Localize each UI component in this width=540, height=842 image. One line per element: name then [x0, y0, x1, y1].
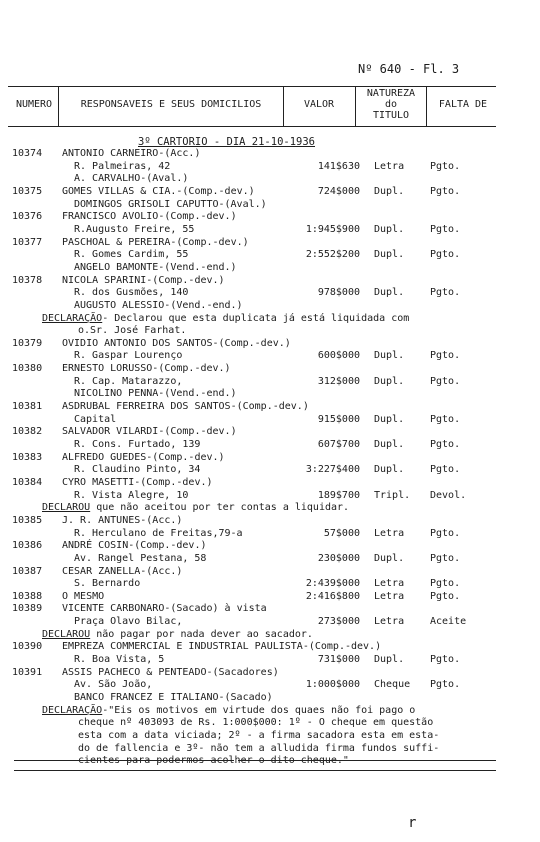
- entry-value: 57$000: [323, 527, 360, 539]
- entry-detail: R. Vista Alegre, 10: [74, 489, 189, 501]
- entry-value: 724$000: [317, 185, 360, 197]
- entry-value: 607$700: [317, 438, 360, 450]
- ledger-row: [0, 490, 540, 502]
- ledger-row: [0, 591, 540, 603]
- entry-value: 600$000: [317, 350, 360, 362]
- entry-detail: R. Herculano de Freitas,79-a: [74, 527, 243, 539]
- col-header-falta: FALTA DE: [438, 99, 488, 110]
- entry-detail: AUGUSTO ALESSIO-(Vend.-end.): [74, 299, 243, 311]
- responsible-party: VICENTE CARBONARO-(Sacado) à vista: [62, 603, 267, 615]
- ledger-row: [0, 173, 540, 185]
- responsible-party: ALFREDO GUEDES-(Comp.-dev.): [62, 451, 225, 463]
- ledger-row: [0, 566, 540, 578]
- ledger-row: [0, 237, 540, 249]
- entry-number: 10381: [12, 401, 43, 412]
- ledger-row: [0, 641, 540, 653]
- entry-detail: Praça Olavo Bilac,: [74, 616, 183, 627]
- entry-reason: Pgto.: [430, 679, 461, 691]
- entry-detail: R. Gaspar Lourenço: [74, 350, 183, 362]
- entry-detail: S. Bernardo: [74, 578, 141, 590]
- entry-reason: Pgto.: [430, 350, 461, 362]
- entry-detail: esta com a data viciada; 2º - a firma sacadora esta em esta-: [78, 729, 440, 741]
- entry-detail: cheque nº 403093 de Rs. 1:000$000: 1º - O cheque em questão: [78, 717, 434, 729]
- responsible-party: FRANCISCO AVOLIO-(Comp.-dev.): [62, 211, 237, 223]
- entry-detail: R. dos Gusmões, 140: [74, 287, 189, 299]
- entry-reason: Pgto.: [430, 413, 461, 425]
- responsible-party: J. R. ANTUNES-(Acc.): [62, 514, 183, 526]
- ledger-row: [0, 287, 540, 299]
- responsible-party: ANTONIO CARNEIRO-(Acc.): [62, 148, 201, 159]
- responsible-party: NICOLA SPARINI-(Comp.-dev.): [62, 274, 225, 286]
- col-header-valor: VALOR: [303, 99, 335, 110]
- responsible-party: EMPREZA COMMERCIAL E INDUSTRIAL PAULISTA-(Comp.-dev.): [62, 641, 382, 653]
- ledger-row: [0, 553, 540, 565]
- entry-title-type: Dupl.: [374, 413, 405, 425]
- responsible-party: OVIDIO ANTONIO DOS SANTOS-(Comp.-dev.): [62, 337, 291, 349]
- entry-detail: BANCO FRANCEZ E ITALIANO-(Sacado): [74, 692, 273, 703]
- ledger-row: [0, 477, 540, 489]
- declaration-body: -"Eis os motivos em virtude dos quaes não foi pago o: [102, 704, 416, 716]
- entry-reason: Pgto.: [430, 590, 461, 602]
- entry-title-type: Dupl.: [374, 249, 405, 261]
- entry-reason: Pgto.: [430, 249, 461, 261]
- ledger-row: [0, 629, 540, 641]
- entry-reason: Pgto.: [430, 375, 461, 387]
- entry-detail: R.Augusto Freire, 55: [74, 223, 195, 235]
- responsible-party: ANDRÉ COSIN-(Comp.-dev.): [62, 540, 207, 552]
- entry-value: 189$700: [317, 489, 360, 501]
- entry-reason: Pgto.: [430, 160, 461, 172]
- column-divider: [283, 86, 284, 126]
- col-header-responsaveis: RESPONSAVEIS E SEUS DOMICILIOS: [80, 99, 262, 110]
- entry-reason: Pgto.: [430, 223, 461, 235]
- entry-number: 10387: [12, 565, 43, 577]
- ledger-row: [0, 300, 540, 312]
- ledger-row: [0, 376, 540, 388]
- ledger-row: [0, 515, 540, 527]
- entry-number: 10383: [12, 451, 43, 463]
- entry-detail: R. Claudino Pinto, 34: [74, 464, 201, 476]
- entry-title-type: Letra: [374, 160, 405, 172]
- entry-detail: A. CARVALHO-(Aval.): [74, 173, 189, 185]
- responsible-party: ERNESTO LORUSSO-(Comp.-dev.): [62, 363, 231, 375]
- entry-title-type: Letra: [374, 590, 405, 602]
- entry-detail: Capital: [74, 413, 117, 425]
- ledger-row: [0, 186, 540, 198]
- entry-value: 978$000: [317, 287, 360, 299]
- footer-rule: [238, 760, 496, 761]
- ledger-row: [0, 452, 540, 464]
- ledger-row: [0, 161, 540, 173]
- entry-title-type: Dupl.: [374, 350, 405, 362]
- entry-title-type: Letra: [374, 616, 405, 627]
- ledger-row: [0, 464, 540, 476]
- entry-value: 1:945$900: [305, 223, 360, 235]
- entry-title-type: Dupl.: [374, 438, 405, 450]
- ledger-row: [0, 414, 540, 426]
- entry-title-type: Dupl.: [374, 552, 405, 564]
- entry-number: 10380: [12, 363, 43, 375]
- ledger-row: [0, 616, 540, 628]
- entry-reason: Pgto.: [430, 527, 461, 539]
- entry-number: 10382: [12, 426, 43, 438]
- entry-number: 10388: [12, 590, 43, 602]
- col-header-natureza: [356, 88, 426, 121]
- handwritten-mark: r: [408, 815, 417, 831]
- entry-detail: R. Boa Vista, 5: [74, 654, 165, 665]
- entry-detail: Av. Rangel Pestana, 58: [74, 552, 207, 564]
- header-top-rule: [8, 86, 496, 87]
- entry-detail: o.Sr. José Farhat.: [78, 325, 187, 337]
- ledger-row: [0, 528, 540, 540]
- declaration-body: - Declarou que esta duplicata já está liquidada com: [102, 312, 410, 324]
- ledger-row: [0, 426, 540, 438]
- entry-detail: cientes para podermos acolher o dito cheque.": [78, 755, 349, 767]
- ledger-row: [0, 313, 540, 325]
- entry-detail: R. Gomes Cardim, 55: [74, 249, 189, 261]
- ledger-row: [0, 540, 540, 552]
- entry-value: 1:000$000: [305, 679, 360, 691]
- declaration-text: [42, 629, 313, 641]
- entry-detail: R. Cap. Matarazzo,: [74, 375, 183, 387]
- declaration-label: DECLAROU: [42, 628, 91, 640]
- entry-number: 10390: [12, 641, 43, 653]
- col-header-numero: NUMERO: [15, 99, 53, 110]
- entry-number: 10379: [12, 337, 43, 349]
- ledger-row: [0, 249, 540, 261]
- ledger-row: [0, 578, 540, 590]
- declaration-text: [42, 313, 409, 325]
- ledger-row: [0, 262, 540, 274]
- entry-number: 10374: [12, 148, 43, 159]
- entry-reason: Pgto.: [430, 578, 461, 590]
- entry-value: 731$000: [317, 654, 360, 665]
- entry-value: 312$000: [317, 375, 360, 387]
- entry-title-type: Dupl.: [374, 654, 405, 665]
- responsible-party: CYRO MASETTI-(Comp.-dev.): [62, 476, 213, 488]
- entry-number: 10385: [12, 514, 43, 526]
- entry-value: 2:439$000: [305, 578, 360, 590]
- entry-detail: do de fallencia e 3º- não tem a alludida firma fundos suffi-: [78, 742, 440, 754]
- ledger-row: [0, 679, 540, 691]
- entry-title-type: Letra: [374, 527, 405, 539]
- entry-number: 10378: [12, 274, 43, 286]
- entry-value: 141$630: [317, 160, 360, 172]
- entry-number: 10386: [12, 540, 43, 552]
- declaration-label: DECLAROU: [42, 502, 91, 514]
- ledger-row: [0, 743, 540, 755]
- ledger-row: [0, 692, 540, 704]
- ledger-row: [0, 350, 540, 362]
- entry-number: 10389: [12, 603, 43, 615]
- responsible-party: GOMES VILLAS & CIA.-(Comp.-dev.): [62, 185, 255, 197]
- entry-reason: Devol.: [430, 489, 467, 501]
- entry-value: 273$000: [317, 616, 360, 627]
- declaration-text: [42, 705, 415, 717]
- entry-reason: Pgto.: [430, 552, 461, 564]
- entry-value: 2:416$800: [305, 590, 360, 602]
- ledger-row: [0, 502, 540, 514]
- entry-title-type: Dupl.: [374, 464, 405, 476]
- declaration-label: DECLARAÇÃO: [42, 704, 103, 716]
- entry-title-type: Cheque: [374, 679, 411, 691]
- entry-value: 3:227$400: [305, 464, 360, 476]
- ledger-row: [0, 717, 540, 729]
- col-header-natureza-line: NATUREZA: [366, 88, 416, 99]
- section-caption: 3º CARTORIO - DIA 21-10-1936: [138, 136, 316, 148]
- ledger-row: [0, 654, 540, 666]
- ledger-row: [0, 388, 540, 400]
- entry-value: 2:552$200: [305, 249, 360, 261]
- entry-number: 10375: [12, 185, 43, 197]
- entry-title-type: Dupl.: [374, 287, 405, 299]
- ledger-row: [0, 730, 540, 742]
- responsible-party: ASSIS PACHECO & PENTEADO-(Sacadores): [62, 666, 279, 678]
- entry-reason: Pgto.: [430, 438, 461, 450]
- entry-title-type: Letra: [374, 578, 405, 590]
- ledger-row: [0, 603, 540, 615]
- declaration-text: [42, 502, 349, 514]
- responsible-party: PASCHOAL & PEREIRA-(Comp.-dev.): [62, 236, 249, 248]
- ledger-row: [0, 199, 540, 211]
- declaration-body: que não aceitou por ter contas a liquidar.: [90, 502, 350, 514]
- declaration-body: não pagar por nada dever ao sacador.: [90, 628, 313, 640]
- entry-detail: R. Cons. Furtado, 139: [74, 438, 201, 450]
- entry-number: 10391: [12, 666, 43, 678]
- ledger-row: [0, 211, 540, 223]
- ledger-row: [0, 439, 540, 451]
- entry-detail: DOMINGOS GRISOLI CAPUTTO-(Aval.): [74, 198, 267, 210]
- entry-detail: ANGELO BAMONTE-(Vend.-end.): [74, 261, 237, 273]
- entry-reason: Pgto.: [430, 287, 461, 299]
- entry-detail: NICOLINO PENNA-(Vend.-end.): [74, 388, 237, 400]
- ledger-row: [0, 275, 540, 287]
- entry-title-type: Dupl.: [374, 375, 405, 387]
- entry-number: 10384: [12, 476, 43, 488]
- entry-reason: Aceite: [430, 616, 467, 627]
- entry-number: 10377: [12, 236, 43, 248]
- header-bottom-rule: [8, 126, 496, 127]
- entry-value: 915$000: [317, 413, 360, 425]
- entry-reason: Pgto.: [430, 185, 461, 197]
- ledger-row: [0, 363, 540, 375]
- responsible-party: CESAR ZANELLA-(Acc.): [62, 565, 183, 577]
- col-header-natureza-line: do: [384, 99, 398, 110]
- responsible-party: ASDRUBAL FERREIRA DOS SANTOS-(Comp.-dev.): [62, 401, 309, 412]
- ledger-row: [0, 755, 540, 767]
- entry-value: 230$000: [317, 552, 360, 564]
- responsible-party: O MESMO: [62, 590, 105, 602]
- column-divider: [58, 86, 59, 126]
- declaration-label: DECLARAÇÃO: [42, 312, 103, 324]
- entry-title-type: Tripl.: [374, 489, 411, 501]
- entry-title-type: Dupl.: [374, 223, 405, 235]
- entry-detail: R. Palmeiras, 42: [74, 160, 171, 172]
- column-divider: [426, 86, 427, 126]
- entry-reason: Pgto.: [430, 464, 461, 476]
- ledger-row: [0, 338, 540, 350]
- entry-title-type: Dupl.: [374, 185, 405, 197]
- footer-rule: [14, 770, 496, 771]
- ledger-row: [0, 667, 540, 679]
- responsible-party: SALVADOR VILARDI-(Comp.-dev.): [62, 426, 237, 438]
- page-reference: Nº 640 - Fl. 3: [358, 62, 460, 76]
- entry-detail: Av. São João,: [74, 679, 153, 691]
- entry-reason: Pgto.: [430, 654, 461, 665]
- ledger-row: [0, 401, 540, 413]
- ledger-row: [0, 325, 540, 337]
- ledger-row: [0, 705, 540, 717]
- ledger-row: [0, 148, 540, 160]
- footer-rule: [14, 760, 234, 761]
- ledger-row: [0, 224, 540, 236]
- entry-number: 10376: [12, 211, 43, 223]
- col-header-natureza-line: TITULO: [372, 110, 410, 121]
